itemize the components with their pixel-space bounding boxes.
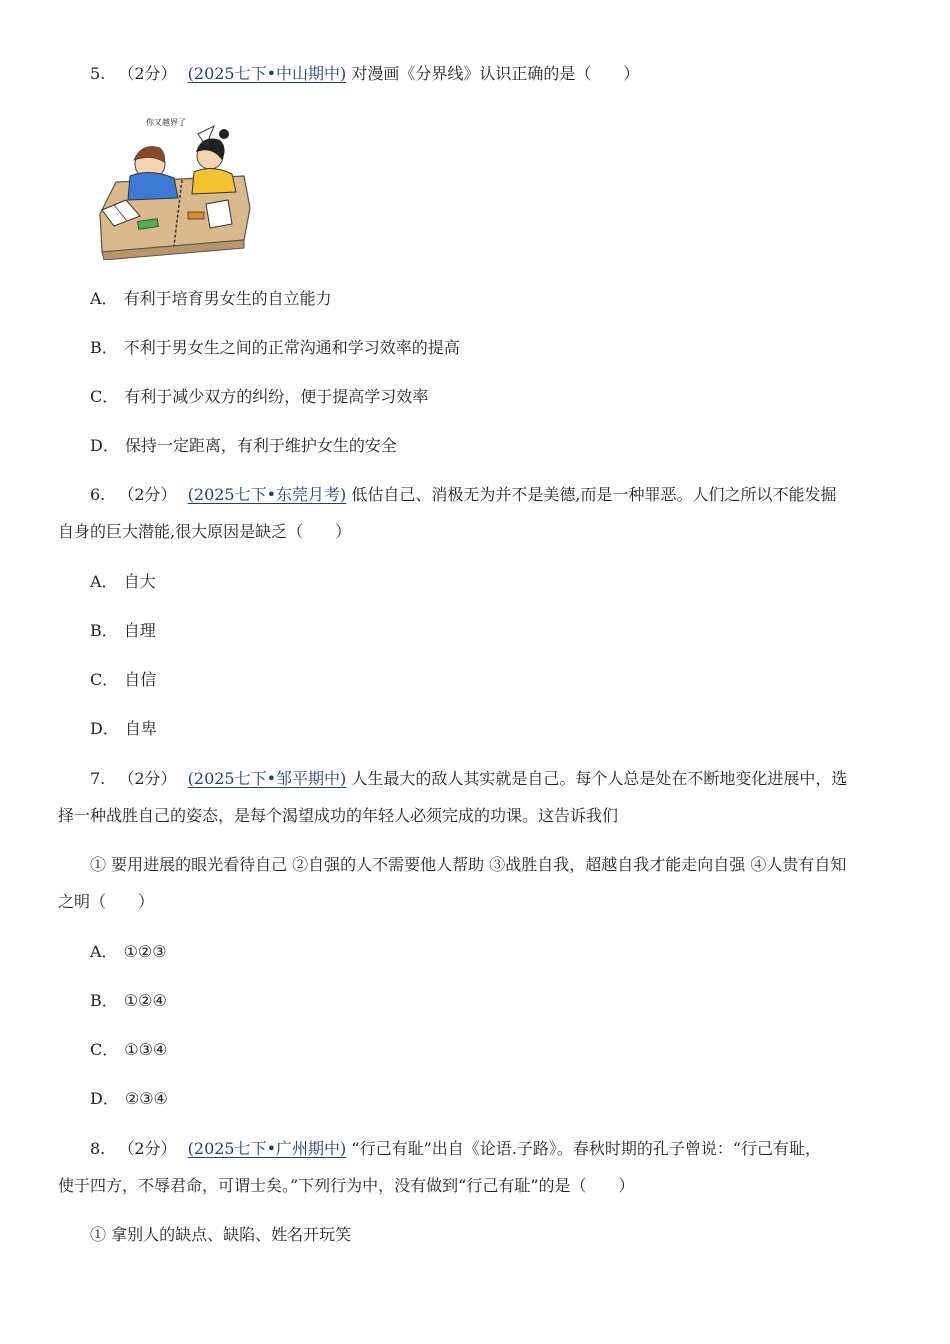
q7-header <box>90 769 847 789</box>
q7-option-b[interactable] <box>90 991 167 1011</box>
q8-header <box>90 1139 821 1159</box>
option-letter: A． <box>90 572 118 591</box>
option-letter: C． <box>90 1040 119 1059</box>
option-text: 自卑 <box>124 719 157 738</box>
option-text: ①②④ <box>123 991 167 1010</box>
q5-option-c[interactable] <box>90 387 428 407</box>
option-text: 保持一定距离，有利于维护女生的安全 <box>124 436 397 455</box>
option-letter: D． <box>90 719 119 738</box>
q8-stem-line2: 使于四方，不辱君命，可谓士矣。”下列行为中，没有做到“行己有耻”的是（ ） <box>58 1176 635 1195</box>
q8-statement-1: ① 拿别人的缺点、缺陷、姓名开玩笑 <box>90 1225 352 1244</box>
q7-stem-line2: 择一种战胜自己的姿态，是每个渴望成功的年轻人必须完成的功课。这告诉我们 <box>58 806 619 825</box>
q5-option-d[interactable] <box>90 436 397 456</box>
q5-score: （2分） <box>118 64 177 83</box>
option-letter: C． <box>90 670 119 689</box>
option-text: 有利于培育男女生的自立能力 <box>123 289 332 308</box>
q6-number: 6. <box>90 485 106 504</box>
option-letter: A． <box>90 289 118 308</box>
option-text: 自理 <box>123 621 156 640</box>
q6-option-d[interactable] <box>90 719 157 739</box>
option-letter: A． <box>90 942 118 961</box>
option-text: 不利于男女生之间的正常沟通和学习效率的提高 <box>123 338 460 357</box>
q5-stem: 对漫画《分界线》认识正确的是（ ） <box>351 64 640 83</box>
q7-option-c[interactable] <box>90 1040 167 1060</box>
option-letter: B． <box>90 338 118 357</box>
option-text: ①②③ <box>123 942 167 961</box>
q6-source-link[interactable]: (2025七下•东莞月考) <box>187 485 347 504</box>
q6-stem-line1: 低估自己、消极无为并不是美德,而是一种罪恶。人们之所以不能发掘 <box>351 485 837 504</box>
option-letter: D． <box>90 1089 119 1108</box>
q6-option-c[interactable] <box>90 670 156 690</box>
q5-header <box>90 64 639 84</box>
q7-option-d[interactable] <box>90 1089 168 1109</box>
q5-option-b[interactable] <box>90 338 460 358</box>
q5-number: 5. <box>90 64 106 83</box>
q7-statements-line2: 之明（ ） <box>58 892 155 911</box>
q6-option-a[interactable] <box>90 572 156 592</box>
q8-source-link[interactable]: (2025七下•广州期中) <box>187 1139 347 1158</box>
q8-number: 8. <box>90 1139 106 1158</box>
cartoon-image <box>94 112 254 260</box>
q7-number: 7. <box>90 769 106 788</box>
q8-stem-line1: “行己有耻”出自《论语.子路》。春秋时期的孔子曾说：“行己有耻， <box>351 1139 822 1158</box>
option-letter: B． <box>90 621 118 640</box>
option-text: ②③④ <box>124 1089 168 1108</box>
q8-score: （2分） <box>118 1139 177 1158</box>
q6-option-b[interactable] <box>90 621 156 641</box>
q5-option-a[interactable] <box>90 289 332 309</box>
q6-stem-line2: 自身的巨大潜能,很大原因是缺乏（ ） <box>58 522 352 541</box>
q7-score: （2分） <box>118 769 177 788</box>
option-text: 有利于减少双方的纠纷，便于提高学习效率 <box>124 387 429 406</box>
option-text: ①③④ <box>124 1040 168 1059</box>
q6-score: （2分） <box>118 485 177 504</box>
option-text: 自大 <box>123 572 156 591</box>
q5-source-link[interactable]: (2025七下•中山期中) <box>187 64 347 83</box>
option-text: 自信 <box>124 670 157 689</box>
option-letter: C． <box>90 387 119 406</box>
q7-source-link[interactable]: (2025七下•邹平期中) <box>187 769 347 788</box>
q7-stem-line1: 人生最大的敌人其实就是自己。每个人总是处在不断地变化进展中，选 <box>351 769 848 788</box>
q6-header <box>90 485 836 505</box>
q7-statements-line1: ① 要用进展的眼光看待自己 ②自强的人不需要他人帮助 ③战胜自我，超越自我才能走向自强 ④人贵有自知 <box>90 855 847 874</box>
option-letter: D． <box>90 436 119 455</box>
option-letter: B． <box>90 991 118 1010</box>
q7-option-a[interactable] <box>90 942 167 962</box>
cartoon-bubble-text: 你又越界了 <box>146 118 186 127</box>
